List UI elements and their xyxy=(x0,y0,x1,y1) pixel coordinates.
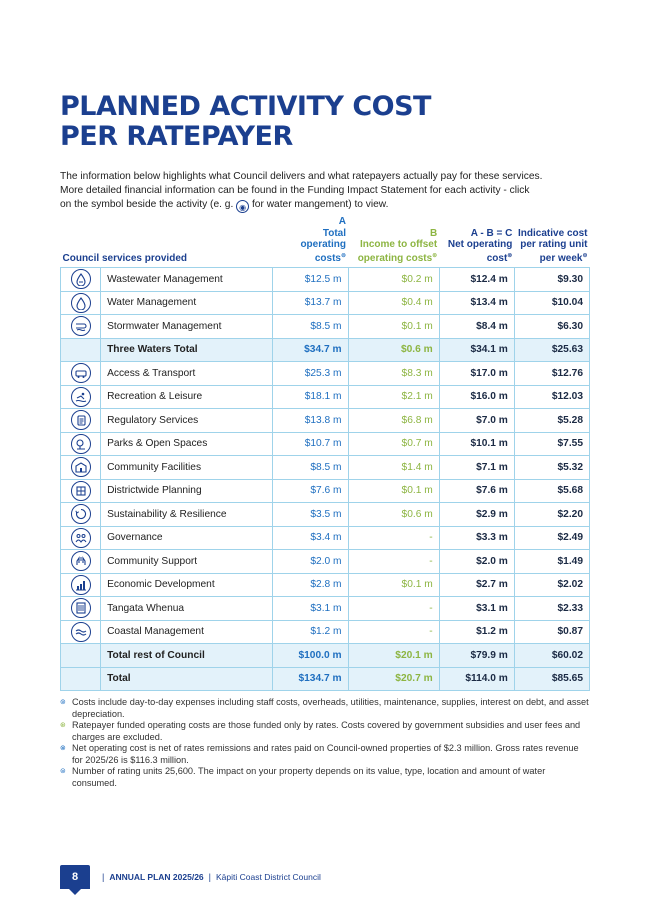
cost-per-week: $2.49 xyxy=(514,526,589,550)
net-operating-cost: $12.4 m xyxy=(439,268,514,292)
net-operating-cost: $10.1 m xyxy=(439,432,514,456)
cost-per-week: $5.68 xyxy=(514,479,589,503)
cost-per-week: $0.87 xyxy=(514,620,589,644)
table-row xyxy=(61,409,590,433)
table-row xyxy=(61,315,590,339)
table-row xyxy=(61,362,590,386)
cost-table xyxy=(60,216,590,691)
water-drop-icon[interactable]: ◉ xyxy=(236,200,249,213)
table-row xyxy=(61,268,590,292)
table-row xyxy=(61,432,590,456)
net-operating-cost: $7.1 m xyxy=(439,456,514,480)
page-number: 8 xyxy=(60,865,90,889)
footnote: ⊜ Number of rating units 25,600. The impact on your property depends on its value, type, location and amount of water consumed. xyxy=(60,766,546,788)
service-name: Three Waters Total xyxy=(101,338,273,362)
income-offset: - xyxy=(348,620,439,644)
cost-per-week: $85.65 xyxy=(514,667,589,691)
table-row xyxy=(61,667,590,691)
header-income-offset: B Income to offset operating costs⊛ xyxy=(357,227,438,264)
income-offset: $0.6 m xyxy=(348,503,439,527)
planning-icon[interactable] xyxy=(71,481,91,501)
swimmer-icon[interactable] xyxy=(71,387,91,407)
service-name: Districtwide Planning xyxy=(101,479,273,503)
total-operating-cost: $18.1 m xyxy=(273,385,348,409)
service-name: Tangata Whenua xyxy=(101,597,273,621)
plan-title: ANNUAL PLAN 2025/26 xyxy=(109,872,204,882)
table-row xyxy=(61,620,590,644)
cost-per-week: $2.33 xyxy=(514,597,589,621)
income-offset: $6.8 m xyxy=(348,409,439,433)
service-name: Economic Development xyxy=(101,573,273,597)
page-title xyxy=(60,92,620,152)
cost-per-week: $9.30 xyxy=(514,268,589,292)
table-row xyxy=(61,503,590,527)
cost-per-week: $12.03 xyxy=(514,385,589,409)
total-operating-cost: $34.7 m xyxy=(273,338,348,362)
total-operating-cost: $2.0 m xyxy=(273,550,348,574)
total-operating-cost: $12.5 m xyxy=(273,268,348,292)
income-offset: $0.4 m xyxy=(348,291,439,315)
footnote: ⊚ Costs include day-to-day expenses including staff costs, overheads, utilities, maintenance, supplies, interest on debt, and asset depreciation. xyxy=(60,697,589,719)
service-name: Total rest of Council xyxy=(101,644,273,668)
cost-per-week: $2.02 xyxy=(514,573,589,597)
cost-per-week: $12.76 xyxy=(514,362,589,386)
net-operating-cost: $16.0 m xyxy=(439,385,514,409)
cost-per-week: $60.02 xyxy=(514,644,589,668)
cost-per-week: $1.49 xyxy=(514,550,589,574)
intro-line-3a: on the symbol beside the activity (e. g. xyxy=(60,199,234,210)
net-operating-cost: $7.0 m xyxy=(439,409,514,433)
header-indicative-cost: Indicative cost per rating unit per week⊜ xyxy=(518,227,588,264)
title-line-2: PER RATEPAYER xyxy=(60,121,293,152)
table-row xyxy=(61,597,590,621)
park-icon[interactable] xyxy=(71,434,91,454)
income-offset: $0.7 m xyxy=(348,432,439,456)
income-offset: $20.7 m xyxy=(348,667,439,691)
net-operating-cost: $3.1 m xyxy=(439,597,514,621)
net-operating-cost: $7.6 m xyxy=(439,479,514,503)
table-row xyxy=(61,479,590,503)
income-offset: - xyxy=(348,597,439,621)
service-name: Sustainability & Resilience xyxy=(101,503,273,527)
total-operating-cost: $134.7 m xyxy=(273,667,348,691)
total-operating-cost: $3.4 m xyxy=(273,526,348,550)
intro-line-1: The information below highlights what Council delivers and what ratepayers actually pay for these services. xyxy=(60,171,543,182)
total-operating-cost: $3.5 m xyxy=(273,503,348,527)
income-offset: - xyxy=(348,526,439,550)
water-drop-icon[interactable] xyxy=(71,293,91,313)
page-footer: 8 | ANNUAL PLAN 2025/26 | Kāpiti Coast District Council xyxy=(60,866,321,888)
service-name: Community Facilities xyxy=(101,456,273,480)
income-offset: $8.3 m xyxy=(348,362,439,386)
net-operating-cost: $17.0 m xyxy=(439,362,514,386)
service-name: Recreation & Leisure xyxy=(101,385,273,409)
wave-icon[interactable] xyxy=(71,622,91,642)
service-name: Parks & Open Spaces xyxy=(101,432,273,456)
net-operating-cost: $79.9 m xyxy=(439,644,514,668)
table-row xyxy=(61,644,590,668)
hands-icon[interactable] xyxy=(71,551,91,571)
recycle-icon[interactable] xyxy=(71,504,91,524)
clipboard-icon[interactable] xyxy=(71,410,91,430)
building-icon[interactable] xyxy=(71,457,91,477)
bar-chart-icon[interactable] xyxy=(71,575,91,595)
council-name: Kāpiti Coast District Council xyxy=(216,872,321,882)
income-offset: - xyxy=(348,550,439,574)
net-operating-cost: $1.2 m xyxy=(439,620,514,644)
income-offset: $1.4 m xyxy=(348,456,439,480)
total-operating-cost: $3.1 m xyxy=(273,597,348,621)
stormwater-icon[interactable] xyxy=(71,316,91,336)
income-offset: $20.1 m xyxy=(348,644,439,668)
service-name: Coastal Management xyxy=(101,620,273,644)
total-operating-cost: $25.3 m xyxy=(273,362,348,386)
income-offset: $0.6 m xyxy=(348,338,439,362)
header-service: Council services provided xyxy=(62,252,187,264)
net-operating-cost: $2.9 m xyxy=(439,503,514,527)
intro-line-3b: for water mangement) to view. xyxy=(251,199,389,210)
table-row xyxy=(61,385,590,409)
total-operating-cost: $2.8 m xyxy=(273,573,348,597)
cost-per-week: $5.32 xyxy=(514,456,589,480)
service-name: Community Support xyxy=(101,550,273,574)
net-operating-cost: $3.3 m xyxy=(439,526,514,550)
net-operating-cost: $34.1 m xyxy=(439,338,514,362)
service-name: Regulatory Services xyxy=(101,409,273,433)
cost-per-week: $2.20 xyxy=(514,503,589,527)
table-row xyxy=(61,550,590,574)
service-name: Water Management xyxy=(101,291,273,315)
cost-per-week: $6.30 xyxy=(514,315,589,339)
cost-per-week: $10.04 xyxy=(514,291,589,315)
table-row xyxy=(61,526,590,550)
cost-per-week: $7.55 xyxy=(514,432,589,456)
title-line-1: PLANNED ACTIVITY COST xyxy=(60,91,431,122)
total-operating-cost: $7.6 m xyxy=(273,479,348,503)
intro-paragraph xyxy=(60,170,590,213)
total-operating-cost: $100.0 m xyxy=(273,644,348,668)
service-name: Governance xyxy=(101,526,273,550)
transport-icon[interactable] xyxy=(71,363,91,383)
net-operating-cost: $2.7 m xyxy=(439,573,514,597)
table-header-row xyxy=(61,216,590,268)
header-net-operating: A - B = C Net operating cost⊗ xyxy=(447,227,513,264)
service-name: Access & Transport xyxy=(101,362,273,386)
footnote: ⊛ Ratepayer funded operating costs are those funded only by rates. Costs covered by government subsidies and user fees and charges are excluded. xyxy=(60,720,581,742)
income-offset: $2.1 m xyxy=(348,385,439,409)
table-row xyxy=(61,291,590,315)
table-row xyxy=(61,456,590,480)
total-operating-cost: $1.2 m xyxy=(273,620,348,644)
footnote: ⊗ Net operating cost is net of rates remissions and rates paid on Council-owned properties of $2.3 million. Gross rates revenue for 2025/26 is $116.3 million. xyxy=(60,743,579,765)
people-icon[interactable] xyxy=(71,528,91,548)
total-operating-cost: $8.5 m xyxy=(273,456,348,480)
net-operating-cost: $114.0 m xyxy=(439,667,514,691)
wastewater-icon[interactable] xyxy=(71,269,91,289)
income-offset: $0.1 m xyxy=(348,315,439,339)
total-operating-cost: $8.5 m xyxy=(273,315,348,339)
cost-per-week: $5.28 xyxy=(514,409,589,433)
table-row xyxy=(61,338,590,362)
intro-line-2: More detailed financial information can be found in the Funding Impact Statement for each activity - click xyxy=(60,185,530,196)
footnotes xyxy=(60,697,590,789)
income-offset: $0.1 m xyxy=(348,479,439,503)
total-operating-cost: $10.7 m xyxy=(273,432,348,456)
income-offset: $0.1 m xyxy=(348,573,439,597)
income-offset: $0.2 m xyxy=(348,268,439,292)
header-total-operating: A Total operating costs⊚ xyxy=(300,216,347,264)
net-operating-cost: $13.4 m xyxy=(439,291,514,315)
table-row xyxy=(61,573,590,597)
service-name: Wastewater Management xyxy=(101,268,273,292)
service-name: Total xyxy=(101,667,273,691)
cost-per-week: $25.63 xyxy=(514,338,589,362)
net-operating-cost: $8.4 m xyxy=(439,315,514,339)
net-operating-cost: $2.0 m xyxy=(439,550,514,574)
pattern-icon[interactable] xyxy=(71,598,91,618)
total-operating-cost: $13.7 m xyxy=(273,291,348,315)
service-name: Stormwater Management xyxy=(101,315,273,339)
total-operating-cost: $13.8 m xyxy=(273,409,348,433)
